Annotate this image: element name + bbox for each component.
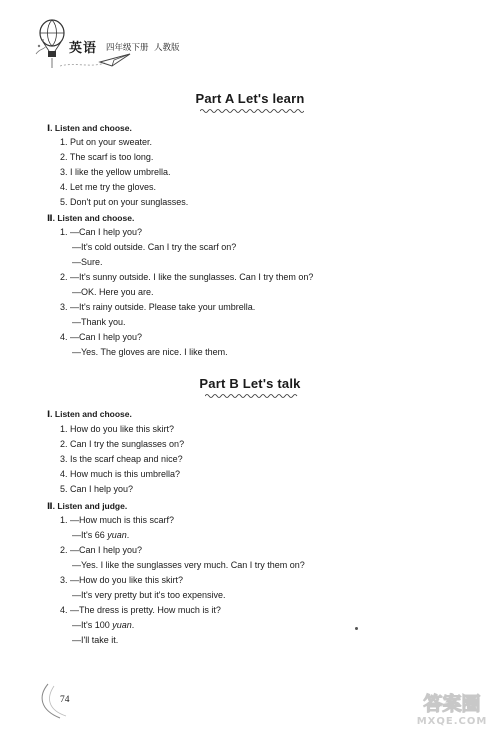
list-item: 4. Let me try the gloves. (60, 182, 157, 192)
list-item: 4. How much is this umbrella? (60, 469, 181, 479)
header-subject: 英语 (69, 40, 98, 55)
text-fragment: —It's 100 (72, 620, 113, 630)
list-item: 2. —It's sunny outside. I like the sunglasses. Can I try them on? (60, 272, 314, 282)
list-item: 3. I like the yellow umbrella. (60, 167, 171, 177)
currency-word: yuan (107, 530, 127, 540)
list-item (72, 530, 129, 540)
currency-word: yuan (112, 620, 132, 630)
speck-mark (355, 627, 358, 630)
list-item: 3. Is the scarf cheap and nice? (60, 454, 183, 464)
part-b-title: Part B Let's talk (199, 376, 301, 391)
header-grade: 四年级下册 (106, 42, 149, 52)
list-item: 2. —Can I help you? (60, 545, 143, 555)
page-number: 74 (60, 695, 70, 705)
list-item: —It's very pretty but it's too expensive. (72, 590, 226, 600)
list-item: 1. How do you like this skirt? (60, 424, 175, 434)
part-b-wavy-underline (205, 393, 299, 399)
list-item: 5. Can I help you? (60, 484, 134, 494)
watermark-top-text: 答案圈 (423, 693, 481, 715)
list-item: —It's cold outside. Can I try the scarf on? (72, 242, 237, 252)
list-item: —Yes. The gloves are nice. I like them. (72, 347, 228, 357)
list-item: 1. —Can I help you? (60, 227, 143, 237)
list-item: 3. —It's rainy outside. Please take your umbrella. (60, 302, 256, 312)
list-item: 4. —The dress is pretty. How much is it? (60, 605, 221, 615)
part-a-ex2-heading: Ⅱ. Listen and choose. (47, 213, 135, 223)
paper-plane-icon (98, 52, 132, 68)
list-item: 2. Can I try the sunglasses on? (60, 439, 185, 449)
list-item: —Thank you. (72, 317, 126, 327)
list-item (72, 620, 134, 630)
watermark-logo (406, 690, 498, 728)
part-b-ex2-heading: Ⅱ. Listen and judge. (47, 501, 128, 511)
list-item: —Yes. I like the sunglasses very much. Can I try them on? (72, 560, 305, 570)
list-item: 1. Put on your sweater. (60, 137, 153, 147)
text-fragment: —It's 66 (72, 530, 108, 540)
list-item: 5. Don't put on your sunglasses. (60, 197, 189, 207)
list-item: 2. The scarf is too long. (60, 152, 154, 162)
part-b-ex1-heading: Ⅰ. Listen and choose. (47, 409, 132, 419)
watermark-bottom-text: MXQE.COM (416, 716, 488, 727)
list-item: 3. —How do you like this skirt? (60, 575, 184, 585)
part-a-ex1-heading: Ⅰ. Listen and choose. (47, 123, 132, 133)
text-fragment: . (126, 530, 130, 540)
text-fragment: . (131, 620, 135, 630)
list-item: —Sure. (72, 257, 103, 267)
part-a-wavy-underline (200, 108, 304, 114)
part-a-title: Part A Let's learn (195, 91, 305, 106)
list-item: —I'll take it. (72, 635, 119, 645)
list-item: 1. —How much is this scarf? (60, 515, 175, 525)
list-item: 4. —Can I help you? (60, 332, 143, 342)
header-edition: 人教版 (154, 42, 180, 52)
list-item: —OK. Here you are. (72, 287, 154, 297)
